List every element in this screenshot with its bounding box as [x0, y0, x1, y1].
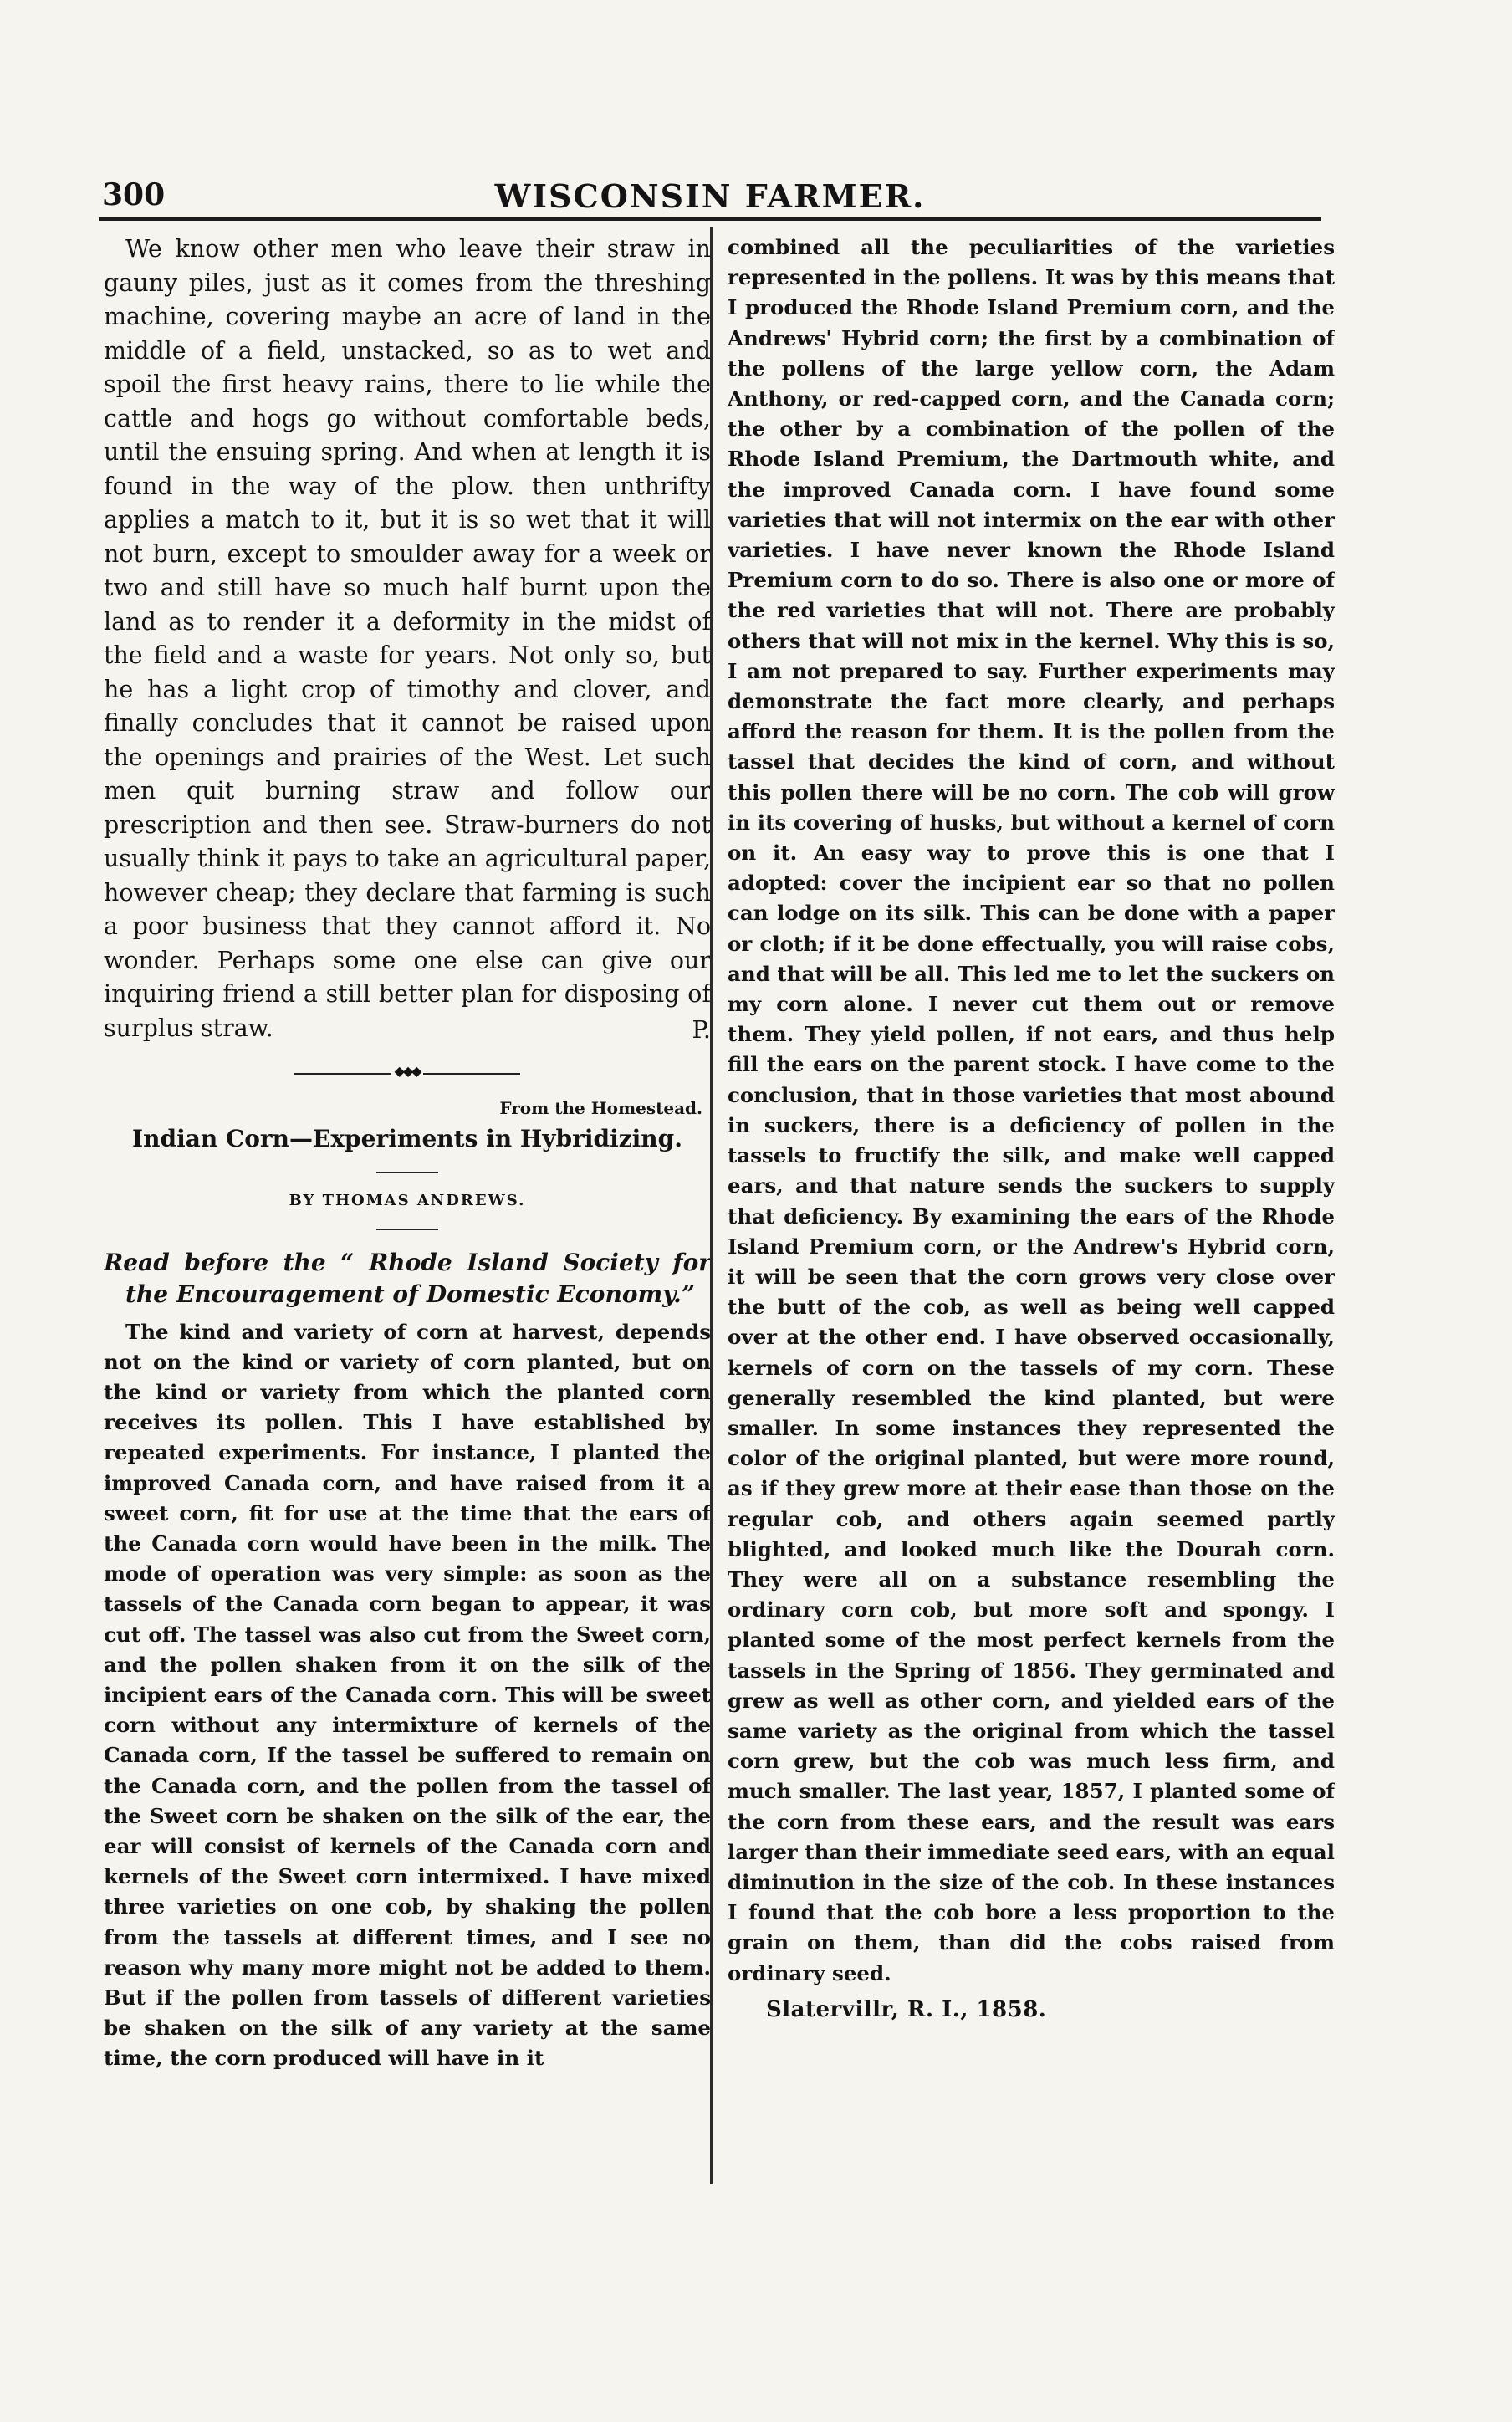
divider-ornament: ◆◆◆ — [391, 1063, 424, 1079]
header-rule — [99, 217, 1321, 221]
running-title: WISCONSIN FARMER. — [494, 177, 926, 215]
article-byline: BY THOMAS ANDREWS. — [289, 1191, 526, 1209]
straw-paragraph: We know other men who leave their straw in gauny piles, just as it comes from the threshing machine, covering maybe an acre of land in the middle of a field, unstacked, so as to wet and spoil the first heavy rains, there to lie while the cattle and hogs go without comfortable beds, until the ensuing spring. And when at length it is found in the way of the plow. then unthrifty applies a match to it, but it is so wet that it will not burn, except to smoulder away for a week or two and still have so much half burnt upon the land as to render it a deformity in the midst of the field and a waste for years. Not only so, but he has a light crop of timothy and clover, and finally concludes that it cannot be raised upon the openings and prairies of the West. Let such men quit burning straw and follow our prescription and then see. Straw-burners do not usually think it pays to take an agricultural paper, however cheap; they declare that farming is such a poor business that they cannot afford it. No wonder. Perhaps some one else can give our inquiring friend a still better plan for disposing of surplus straw. — [104, 235, 711, 1042]
left-column — [104, 232, 711, 2181]
title-rule — [376, 1172, 438, 1173]
column-divider — [710, 227, 713, 2184]
article-body-right: combined all the peculiarities of the varieties represented in the pollens. It was by this means that I produced the Rhode Island Premium corn, and the Andrews' Hybrid corn; the first by a combination of the pollens of the large yellow corn, the Adam Anthony, or red-capped corn, and the Canada corn; the other by a combination of the pollen of the Rhode Island Premium, the Dartmouth white, and the improved Canada corn. I have found some varieties that will not intermix on the ear with other varieties. I have never known the Rhode Island Premium corn to do so. There is also one or more of the red varieties that will not. There are probably others that will not mix in the kernel. Why this is so, I am not prepared to say. Further experiments may demonstrate the fact more clearly, and perhaps afford the reason for them. It is the pollen from the tassel that decides the kind of corn, and without this pollen there will be no corn. The cob will grow in its covering of husks, but without a kernel of corn on it. An easy way to prove this is one that I adopted: cover the incipient ear so that no pollen can lodge on its silk. This can be done with a paper or cloth; if it be done effectually, you will raise cobs, and that will be all. This led me to let the suckers on my corn alone. I never cut them out or remove them. They yield pollen, if not ears, and thus help fill the ears on the parent stock. I have come to the conclusion, that in those varieties that most abound in suckers, there is a deficiency of pollen in the tassels to fructify the silk, and make well capped ears, and that nature sends the suckers to supply that deficiency. By examining the ears of the Rhode Island Premium corn, or the Andrew's Hybrid corn, it will be seen that the corn grows very close over the butt of the cob, as well as being well capped over at the other end. I have observed occasionally, kernels of corn on the tassels of my corn. These generally resembled the kind planted, but were smaller. In some instances they represented the color of the original planted, but were more round, as if they grew more at their ease than those on the regular cob, and others again seemed partly blighted, and looked much like the Dourah corn. They were all on a substance resembling the ordinary corn cob, but more soft and spongy. I planted some of the most perfect kernels from the tassels in the Spring of 1856. They germinated and grew as well as other corn, and yielded ears of the same variety as the original from which the tassel corn grew, but the cob was much less firm, and much smaller. The last year, 1857, I planted some of the corn from these ears, and the result was ears larger than their immediate seed ears, with an equal diminution in the size of the cob. In these instances I found that the cob bore a less proportion to the grain on them, than did the cobs raised from ordinary seed. — [728, 235, 1335, 1985]
article-dateline: Slatervillr, R. I., 1858. — [766, 1996, 1047, 2022]
article-title: Indian Corn—Experiments in Hybridizing. — [132, 1124, 682, 1152]
byline-rule — [376, 1229, 438, 1230]
straw-signature: P. — [692, 1016, 711, 1044]
right-column — [728, 232, 1335, 2181]
section-divider — [294, 1062, 520, 1079]
page-number: 300 — [102, 177, 166, 212]
article-body-left: The kind and variety of corn at harvest, depends not on the kind or variety of corn planted, but on the kind or variety from which the planted corn receives its pollen. This I have established by repeated experiments. For instance, I planted the improved Canada corn, and have raised from it a sweet corn, fit for use at the time that the ears of the Canada corn would have been in the milk. The mode of operation was very simple: as soon as the tassels of the Canada corn began to appear, it was cut off. The tassel was also cut from the Sweet corn, and the pollen shaken from it on the silk of the incipient ears of the Canada corn. This will be sweet corn without any intermixture of kernels of the Canada corn, If the tassel be suffered to remain on the Canada corn, and the pollen from the tassel of the Sweet corn be shaken on the silk of the ear, the ear will consist of kernels of the Canada corn and kernels of the Sweet corn intermixed. I have mixed three varieties on one cob, by shaking the pollen from the tassels at different times, and I see no reason why many more might not be added to them. But if the pollen from tassels of different varieties be shaken on the silk of any variety at the same time, the corn produced will have in it — [104, 1319, 711, 2071]
page-header — [99, 177, 1321, 217]
read-before-note: Read before the “ Rhode Island Society for the Encouragement of Domestic Economy.” — [104, 1248, 711, 1308]
article-source: From the Homestead. — [499, 1097, 702, 1118]
